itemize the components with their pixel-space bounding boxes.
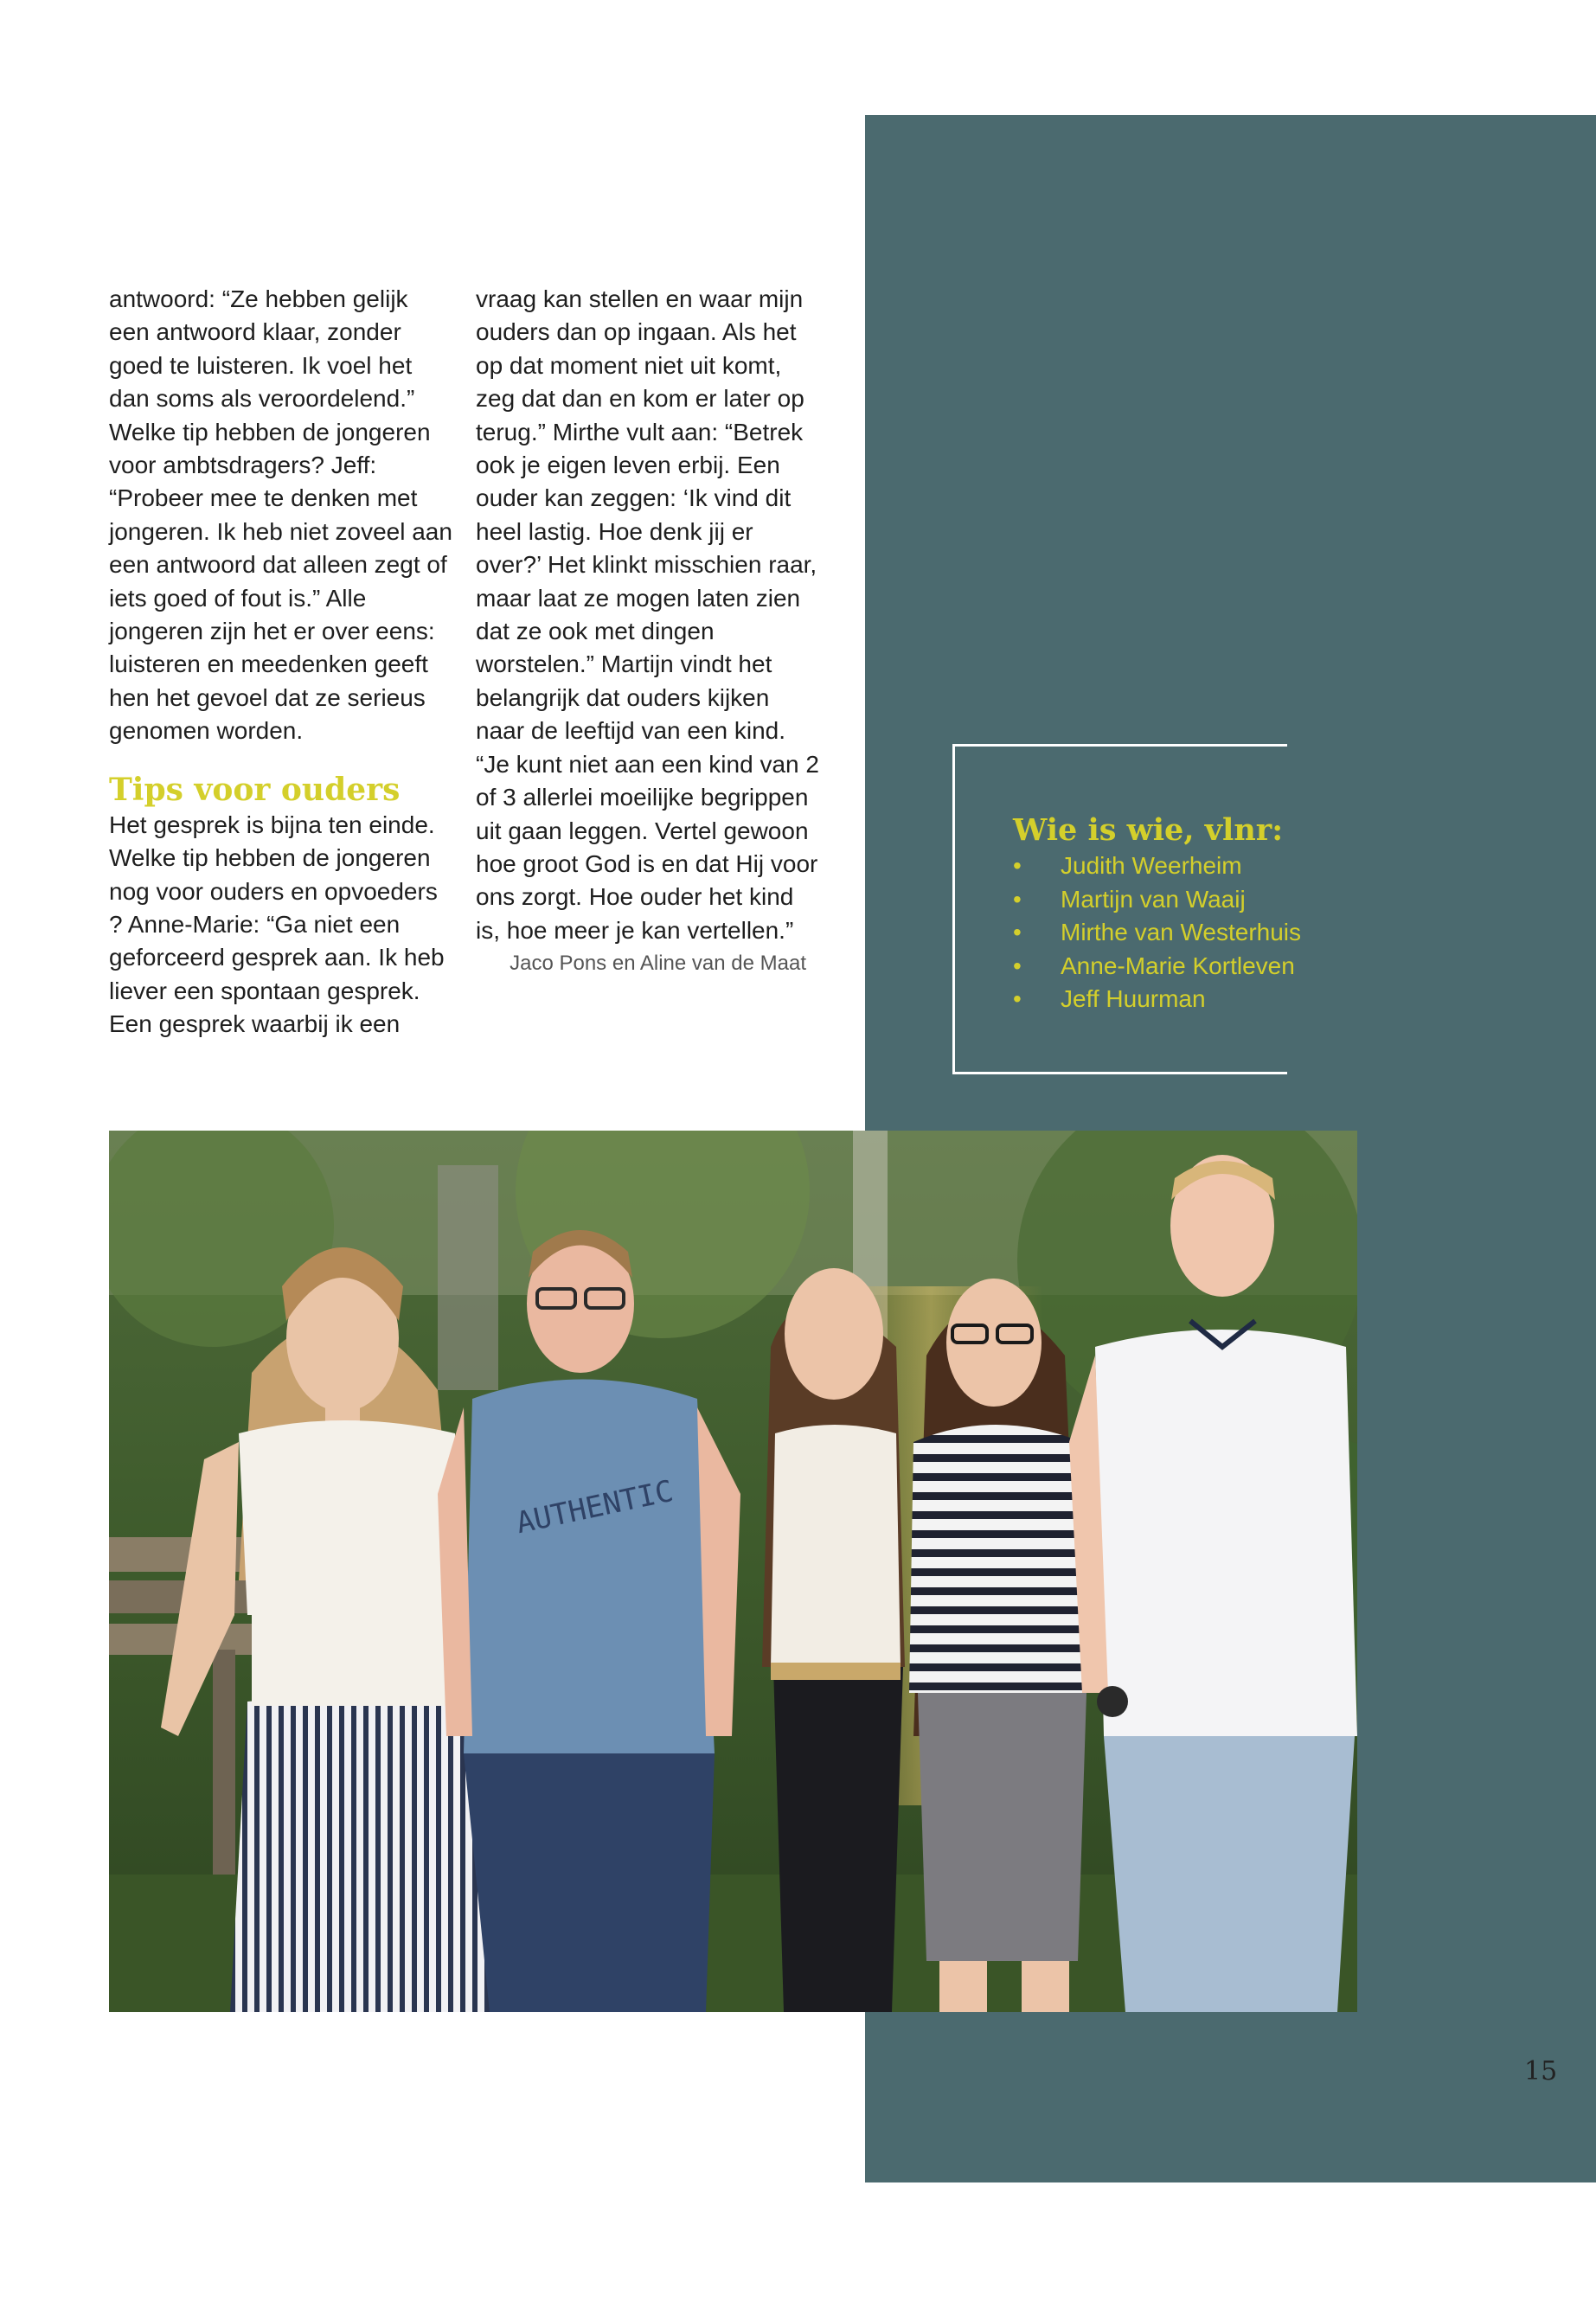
bullet-icon: • [1013,985,1022,1012]
person-name: Mirthe van Westerhuis [1061,919,1302,945]
article-column-right [476,283,822,981]
bullet-icon: • [1013,952,1022,979]
person-name: Judith Weerheim [1061,852,1242,879]
who-is-who-title: Wie is wie, vlnr: [1013,812,1284,848]
article-paragraph: Het gesprek is bijna ten einde. Welke tip hebben de jongeren nog voor ouders en opvoeders ? Anne-Marie: “Ga niet een geforceerd gesprek aan. Ik heb liever een spontaan gesprek. Een gesprek waarbij ik een [109,811,445,1038]
group-photo [109,1131,1357,2012]
article-paragraph: vraag kan stellen en waar mijn ouders dan op ingaan. Als het op dat moment niet uit komt, zeg dat dan en kom er later op terug.” Mirthe vult aan: “Betrek ook je eigen leven erbij. Een ouder kan zeggen: ‘Ik vind dit heel lastig. Hoe denk jij er over?’ Het klinkt misschien raar, maar laat ze mogen laten zien dat ze ook met dingen worstelen.” Martijn vindt het belangrijk dat ouders kijken naar de leeftijd van een kind. “Je kunt niet aan een kind van 2 of 3 allerlei moeilijke begrippen uit gaan leggen. Vertel gewoon hoe groot God is en dat Hij voor ons zorgt. Hoe ouder het kind is, hoe meer je kan vertellen.” [476,285,819,944]
person-anne-marie-figure [909,1279,1091,2012]
author-credit: Jaco Pons en Aline van de Maat [510,952,806,976]
person-name: Martijn van Waaij [1061,885,1246,913]
box-border-left [952,744,955,1074]
svg-text:AUTHENTIC: AUTHENTIC [513,1473,676,1541]
page-number: 15 [1524,2056,1558,2086]
bullet-icon: • [1013,919,1022,945]
article-column-left [109,283,455,1042]
article-paragraph: antwoord: “Ze hebben gelijk een antwoord klaar, zonder goed te luisteren. Ik voel het dan soms als veroordelend.” Welke tip hebben de jongeren voor ambtsdragers? Jeff: “Probeer mee te denken met jongeren. Ik heb niet zoveel aan een antwoord dat alleen zegt of iets goed of fout is.” Alle jongeren zijn het er over eens: luisteren en meedenken geeft hen het gevoel dat ze serieus genomen worden. [109,285,452,745]
person-name-item [1013,983,1301,1016]
person-name-item [1013,916,1301,950]
person-name: Jeff Huurman [1061,985,1206,1012]
person-name: Anne-Marie Kortleven [1061,952,1295,979]
person-name-item [1013,849,1301,883]
person-name-item [1013,950,1301,984]
section-heading: Tips voor ouders [109,771,401,808]
person-mirthe-figure [762,1268,905,2012]
box-border-top [952,744,1287,747]
who-is-who-box [952,744,1302,1074]
box-border-bottom [952,1072,1287,1074]
person-name-item [1013,883,1301,917]
bullet-icon: • [1013,852,1022,879]
bullet-icon: • [1013,885,1022,913]
who-is-who-list [1013,849,1301,1016]
